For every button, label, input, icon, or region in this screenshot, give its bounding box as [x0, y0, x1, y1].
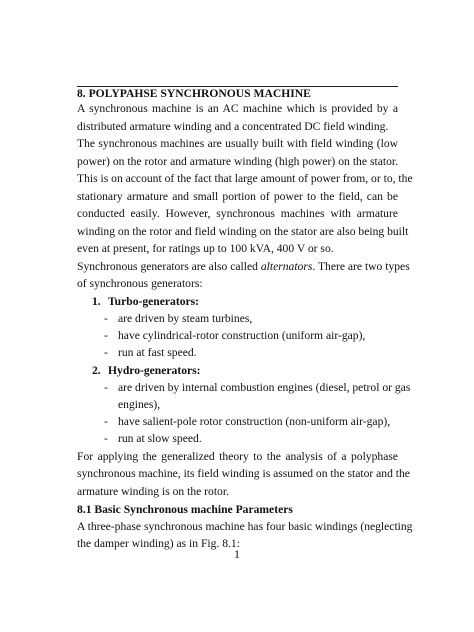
list2-title: Hydro-generators: — [108, 364, 201, 377]
para5-line2: the damper winding) as in Fig. 8.1: — [77, 537, 240, 550]
list2-dash-2: - — [104, 415, 108, 428]
list1-item-2: have cylindrical-rotor construction (uniform air-gap), — [118, 329, 366, 342]
para2-line7: even at present, for ratings up to 100 kVA, 400 V or so. — [77, 242, 334, 255]
list1-dash-2: - — [104, 329, 108, 342]
para4-line1: For applying the generalized theory to the analysis of a polyphase — [77, 450, 398, 463]
list1-number: 1. — [92, 295, 101, 308]
list2-item-3: run at slow speed. — [118, 432, 202, 445]
list1-item-1: are driven by steam turbines, — [118, 312, 253, 325]
list1-item-3: run at fast speed. — [118, 346, 197, 359]
list2-dash-1: - — [104, 381, 108, 394]
list2-dash-3: - — [104, 432, 108, 445]
para2-line5: conducted easily. However, synchronous machines with armature — [77, 207, 398, 220]
para4-line3: armature winding is on the rotor. — [77, 485, 229, 498]
section-heading: 8. POLYPAHSE SYNCHRONOUS MACHINE — [77, 87, 311, 100]
list1-dash-1: - — [104, 312, 108, 325]
para2-line3: This is on account of the fact that large amount of power from, or to, the — [77, 172, 413, 185]
list2-item-1: are driven by internal combustion engines (diesel, petrol or gas — [118, 381, 411, 394]
para5-line1: A three-phase synchronous machine has four basic windings (neglecting — [77, 520, 413, 533]
alternators-term: alternators — [260, 260, 313, 273]
list2-number: 2. — [92, 364, 101, 377]
para1-line2: distributed armature winding and a concentrated DC field winding. — [77, 120, 389, 133]
list2-item-2: have salient-pole rotor construction (non-uniform air-gap), — [118, 415, 391, 428]
list1-dash-3: - — [104, 346, 108, 359]
para2-line1: The synchronous machines are usually built with field winding (low — [77, 137, 398, 150]
para3-line1: Synchronous generators are also called alternators. There are two types — [77, 260, 410, 273]
para2-line6: winding on the rotor and field winding on the stator are also being built — [77, 225, 409, 238]
list1-title: Turbo-generators: — [108, 295, 200, 308]
para1-line1: A synchronous machine is an AC machine which is provided by a — [77, 102, 398, 115]
list2-item-1-cont: engines), — [118, 398, 161, 411]
para2-line4: stationary armature and small portion of power to the field, can be — [77, 190, 398, 203]
page-number: 1 — [234, 547, 240, 561]
subsection-heading: 8.1 Basic Synchronous machine Parameters — [77, 503, 293, 516]
para4-line2: synchronous machine, its field winding is assumed on the stator and the — [77, 467, 410, 480]
para3-line2: of synchronous generators: — [77, 277, 203, 290]
para2-line2: power) on the rotor and armature winding (high power) on the stator. — [77, 155, 398, 168]
